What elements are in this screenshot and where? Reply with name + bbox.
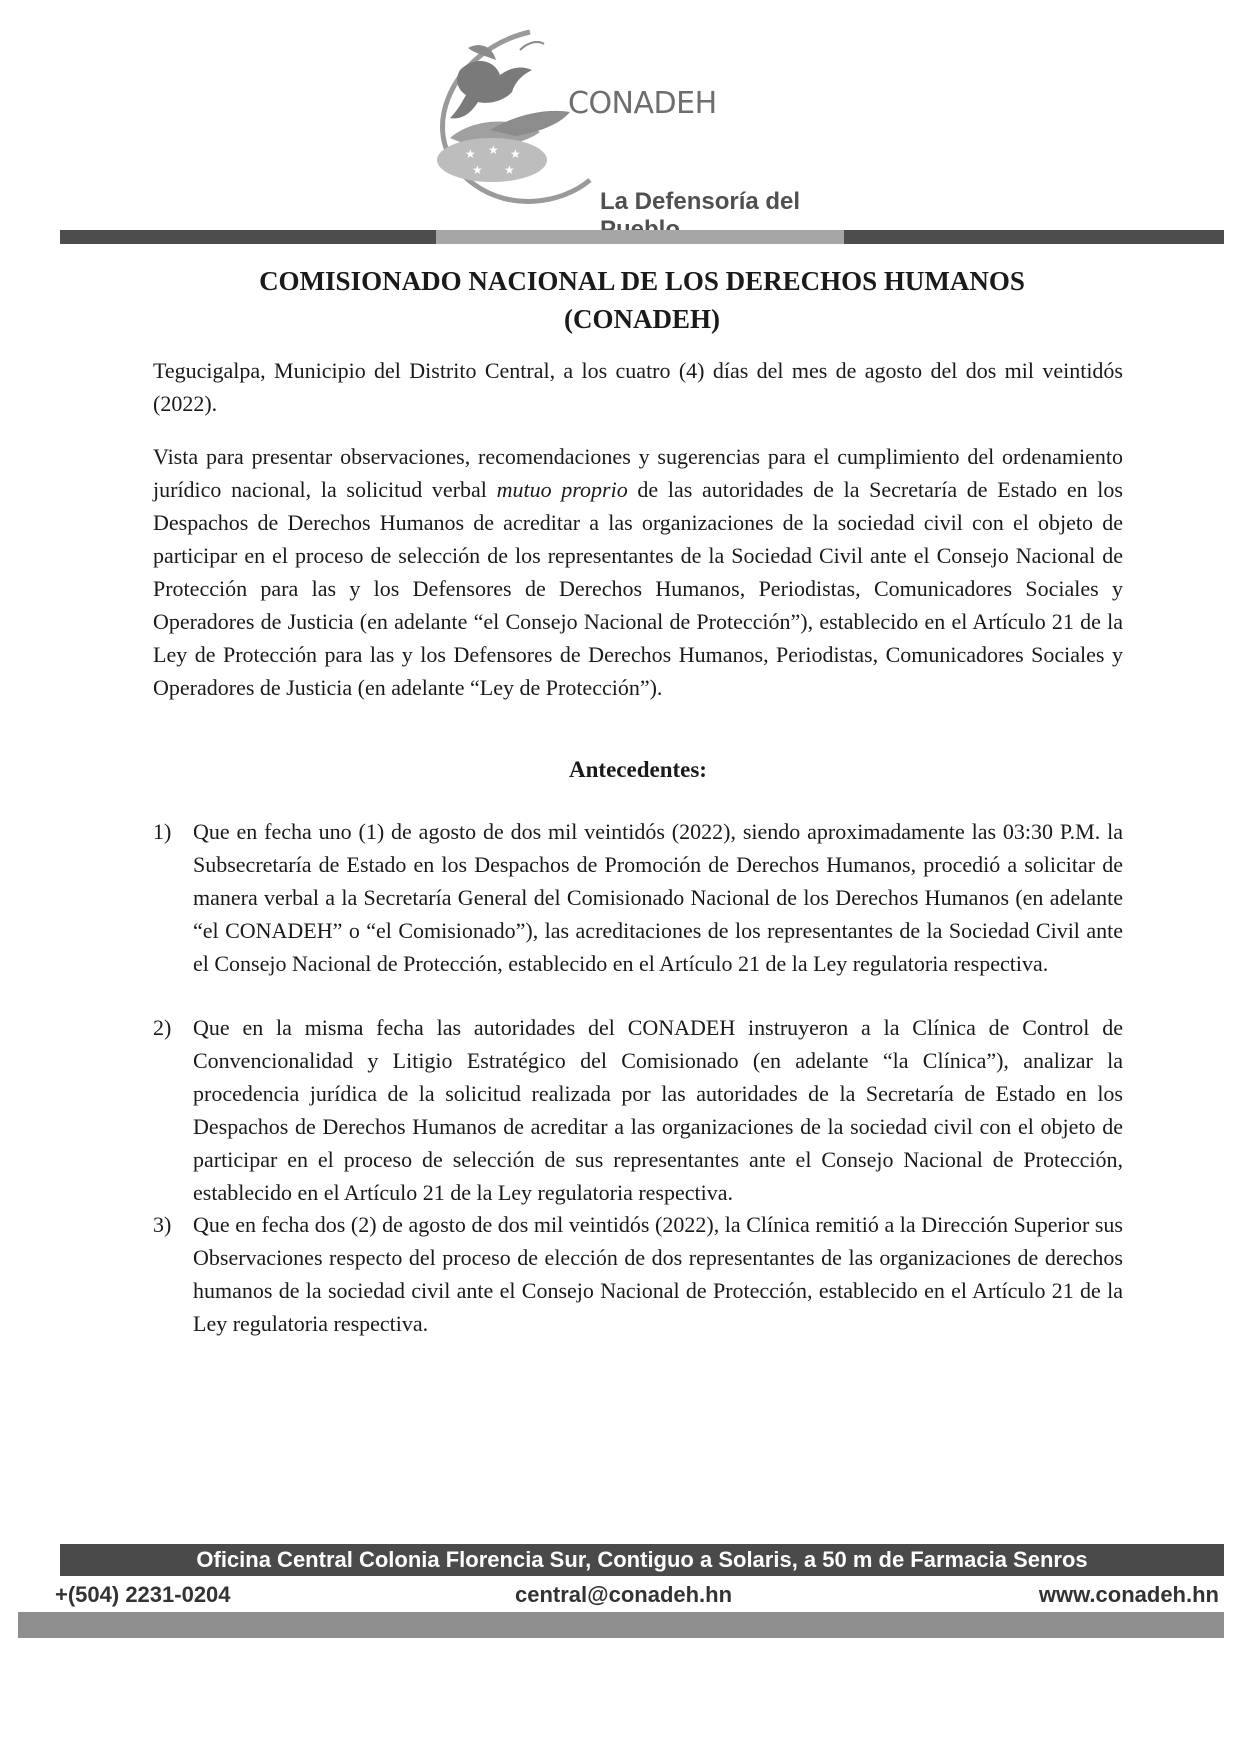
list-item-text: Que en fecha uno (1) de agosto de dos mil veintidós (2022), siendo aproximadamente las 03:30 P.M. la Subsecretaría de Estado en los Despachos de Promoción de Derechos Humanos, procedió a solicitar de manera verbal a la Secretaría General del Comisionado Nacional de los Derechos Humanos (en adelante “el CONADEH” o “el Comisionado”), las acreditaciones de los representantes de la Sociedad Civil ante el Consejo Nacional de Protección, establecido en el Artículo 21 de la Ley regulatoria respectiva.	[193, 819, 1123, 976]
logo-wordmark: CONADEH	[568, 86, 717, 121]
svg-text:★: ★	[488, 143, 499, 157]
list-item-number: 3)	[153, 1212, 172, 1237]
list-item-number: 2)	[153, 1015, 172, 1040]
title-line-1: COMISIONADO NACIONAL DE LOS DERECHOS HUMANOS	[259, 266, 1025, 296]
footer-divider	[18, 1612, 1224, 1638]
title-line-2: (CONADEH)	[564, 304, 720, 334]
list-item-text: Que en fecha dos (2) de agosto de dos mil veintidós (2022), la Clínica remitió a la Dirección Superior sus Observaciones respecto del proceso de elección de dos representantes de las organizaciones de derechos humanos de la sociedad civil ante el Consejo Nacional de Protección, establecido en el Artículo 21 de la Ley regulatoria respectiva.	[193, 1212, 1123, 1336]
footer-phone: +(504) 2231-0204	[55, 1582, 231, 1607]
vista-italic-text: mutuo proprio	[496, 477, 628, 502]
svg-text:★: ★	[465, 147, 476, 161]
footer-website: www.conadeh.hn	[1038, 1582, 1219, 1607]
conadeh-logo	[420, 20, 880, 220]
footer-email: central@conadeh.hn	[515, 1582, 733, 1607]
logo-tagline: La Defensoría del	[600, 188, 801, 215]
list-item-text: Que en la misma fecha las autoridades del CONADEH instruyeron a la Clínica de Control de Convencionalidad y Litigio Estratégico del Comisionado (en adelante “la Clínica”), analizar la procedencia jurídica de la solicitud realizada por las autoridades de la Secretaría de Estado en los Despachos de Derechos Humanos de acreditar a las organizaciones de la sociedad civil con el objeto de participar en el proceso de selección de sus representantes ante el Consejo Nacional de Protección, establecido en el Artículo 21 de la Ley regulatoria respectiva.	[193, 1015, 1123, 1205]
footer-address: Oficina Central Colonia Florencia Sur, Contiguo a Solaris, a 50 m de Farmacia Senros	[60, 1544, 1224, 1576]
intro-paragraph: Tegucigalpa, Municipio del Distrito Central, a los cuatro (4) días del mes de agosto del dos mil veintidós (2022).	[153, 358, 1123, 416]
svg-text:★: ★	[510, 147, 521, 161]
dove-icon	[450, 42, 544, 118]
vista-paragraph	[153, 440, 1123, 704]
vista-text-start: Vista para presentar observaciones, recomendaciones y sugerencias para el cumplimiento del ordenamiento jurídico nacional, la solicitud verbal	[153, 444, 1123, 502]
stars-icon	[437, 138, 547, 182]
vista-text-end: de las autoridades de la Secretaría de Estado en los Despachos de Derechos Humanos de acreditar a las organizaciones de la sociedad civil con el objeto de participar en el proceso de selección de los representantes de la Sociedad Civil ante el Consejo Nacional de Protección para las y los Defensores de Derechos Humanos, Periodistas, Comunicadores Sociales y Operadores de Justicia (en adelante “el Consejo Nacional de Protección”), establecido en el Artículo 21 de la Ley de Protección para las y los Defensores de Derechos Humanos, Periodistas, Comunicadores Sociales y Operadores de Justicia (en adelante “Ley de Protección”).	[153, 477, 1123, 700]
list-item-number: 1)	[153, 819, 172, 844]
footer-contacts	[55, 1582, 1219, 1612]
section-heading: Antecedentes:	[569, 757, 707, 782]
svg-text:★: ★	[504, 163, 515, 177]
document-title	[60, 262, 1224, 338]
svg-text:★: ★	[472, 163, 483, 177]
header-divider	[60, 230, 1224, 244]
